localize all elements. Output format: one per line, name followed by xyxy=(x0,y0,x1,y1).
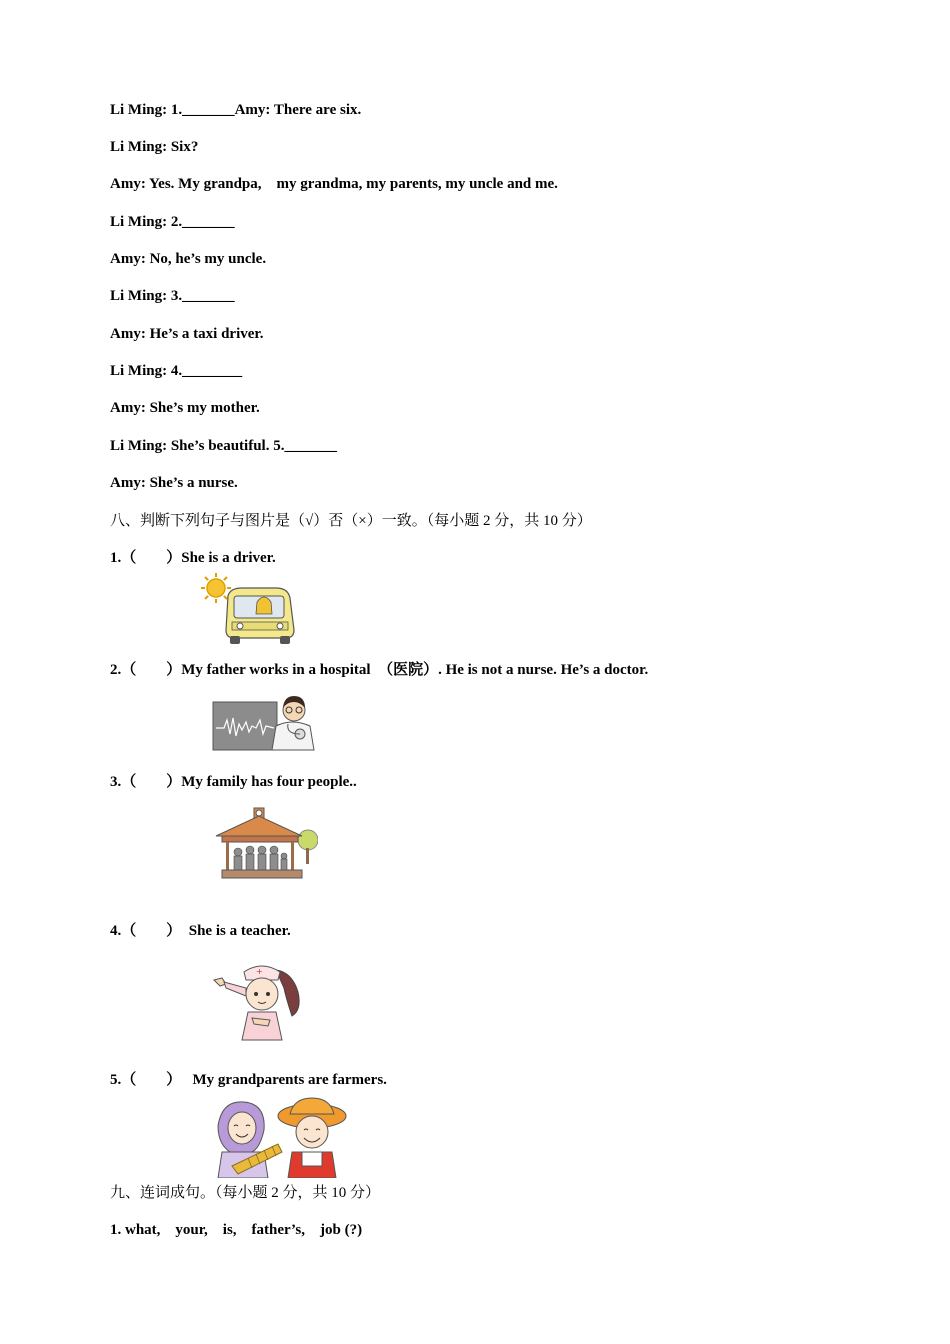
question-4: 4.（ ） She is a teacher. xyxy=(110,923,291,939)
dialogue-line-7: Amy: He’s a taxi driver. xyxy=(110,326,264,342)
dialogue-line-3: Amy: Yes. My grandpa, my grandma, my parents, my uncle and me. xyxy=(110,176,558,192)
section-8-heading: 八、判断下列句子与图片是（√）否（×）一致。（每小题 2 分，共 10 分） xyxy=(110,513,592,529)
dialogue-line-11: Amy: She’s a nurse. xyxy=(110,475,238,491)
dialogue-line-4: Li Ming: 2._______ xyxy=(110,214,235,230)
question-5: 5.（ ） My grandparents are farmers. xyxy=(110,1072,387,1088)
dialogue-line-5: Amy: No, he’s my uncle. xyxy=(110,251,267,267)
question-1: 1.（ ）She is a driver. xyxy=(110,550,276,566)
nurse-girl-picture xyxy=(212,958,308,1042)
dialogue-line-2: Li Ming: Six? xyxy=(110,139,199,155)
question-2: 2.（ ）My father works in a hospital （医院）. He is not a nurse. He’s a doctor. xyxy=(110,662,649,678)
dialogue-line-1: Li Ming: 1._______Amy: There are six. xyxy=(110,102,362,118)
grandparents-picture xyxy=(208,1096,350,1178)
dialogue-line-6: Li Ming: 3._______ xyxy=(110,288,235,304)
svg-text:+: + xyxy=(256,967,263,976)
doctor-picture xyxy=(212,690,318,756)
dialogue-line-9: Amy: She’s my mother. xyxy=(110,400,260,416)
family-house-picture xyxy=(214,806,318,884)
dialogue-line-10: Li Ming: She’s beautiful. 5._______ xyxy=(110,438,337,454)
dialogue-line-8: Li Ming: 4.________ xyxy=(110,363,243,379)
sentence-question-1: 1. what, your, is, father’s, job (?) xyxy=(110,1222,363,1238)
question-3: 3.（ ）My family has four people.. xyxy=(110,774,357,790)
taxi-driver-picture xyxy=(198,572,302,648)
section-9-heading: 九、连词成句。（每小题 2 分，共 10 分） xyxy=(110,1185,381,1201)
